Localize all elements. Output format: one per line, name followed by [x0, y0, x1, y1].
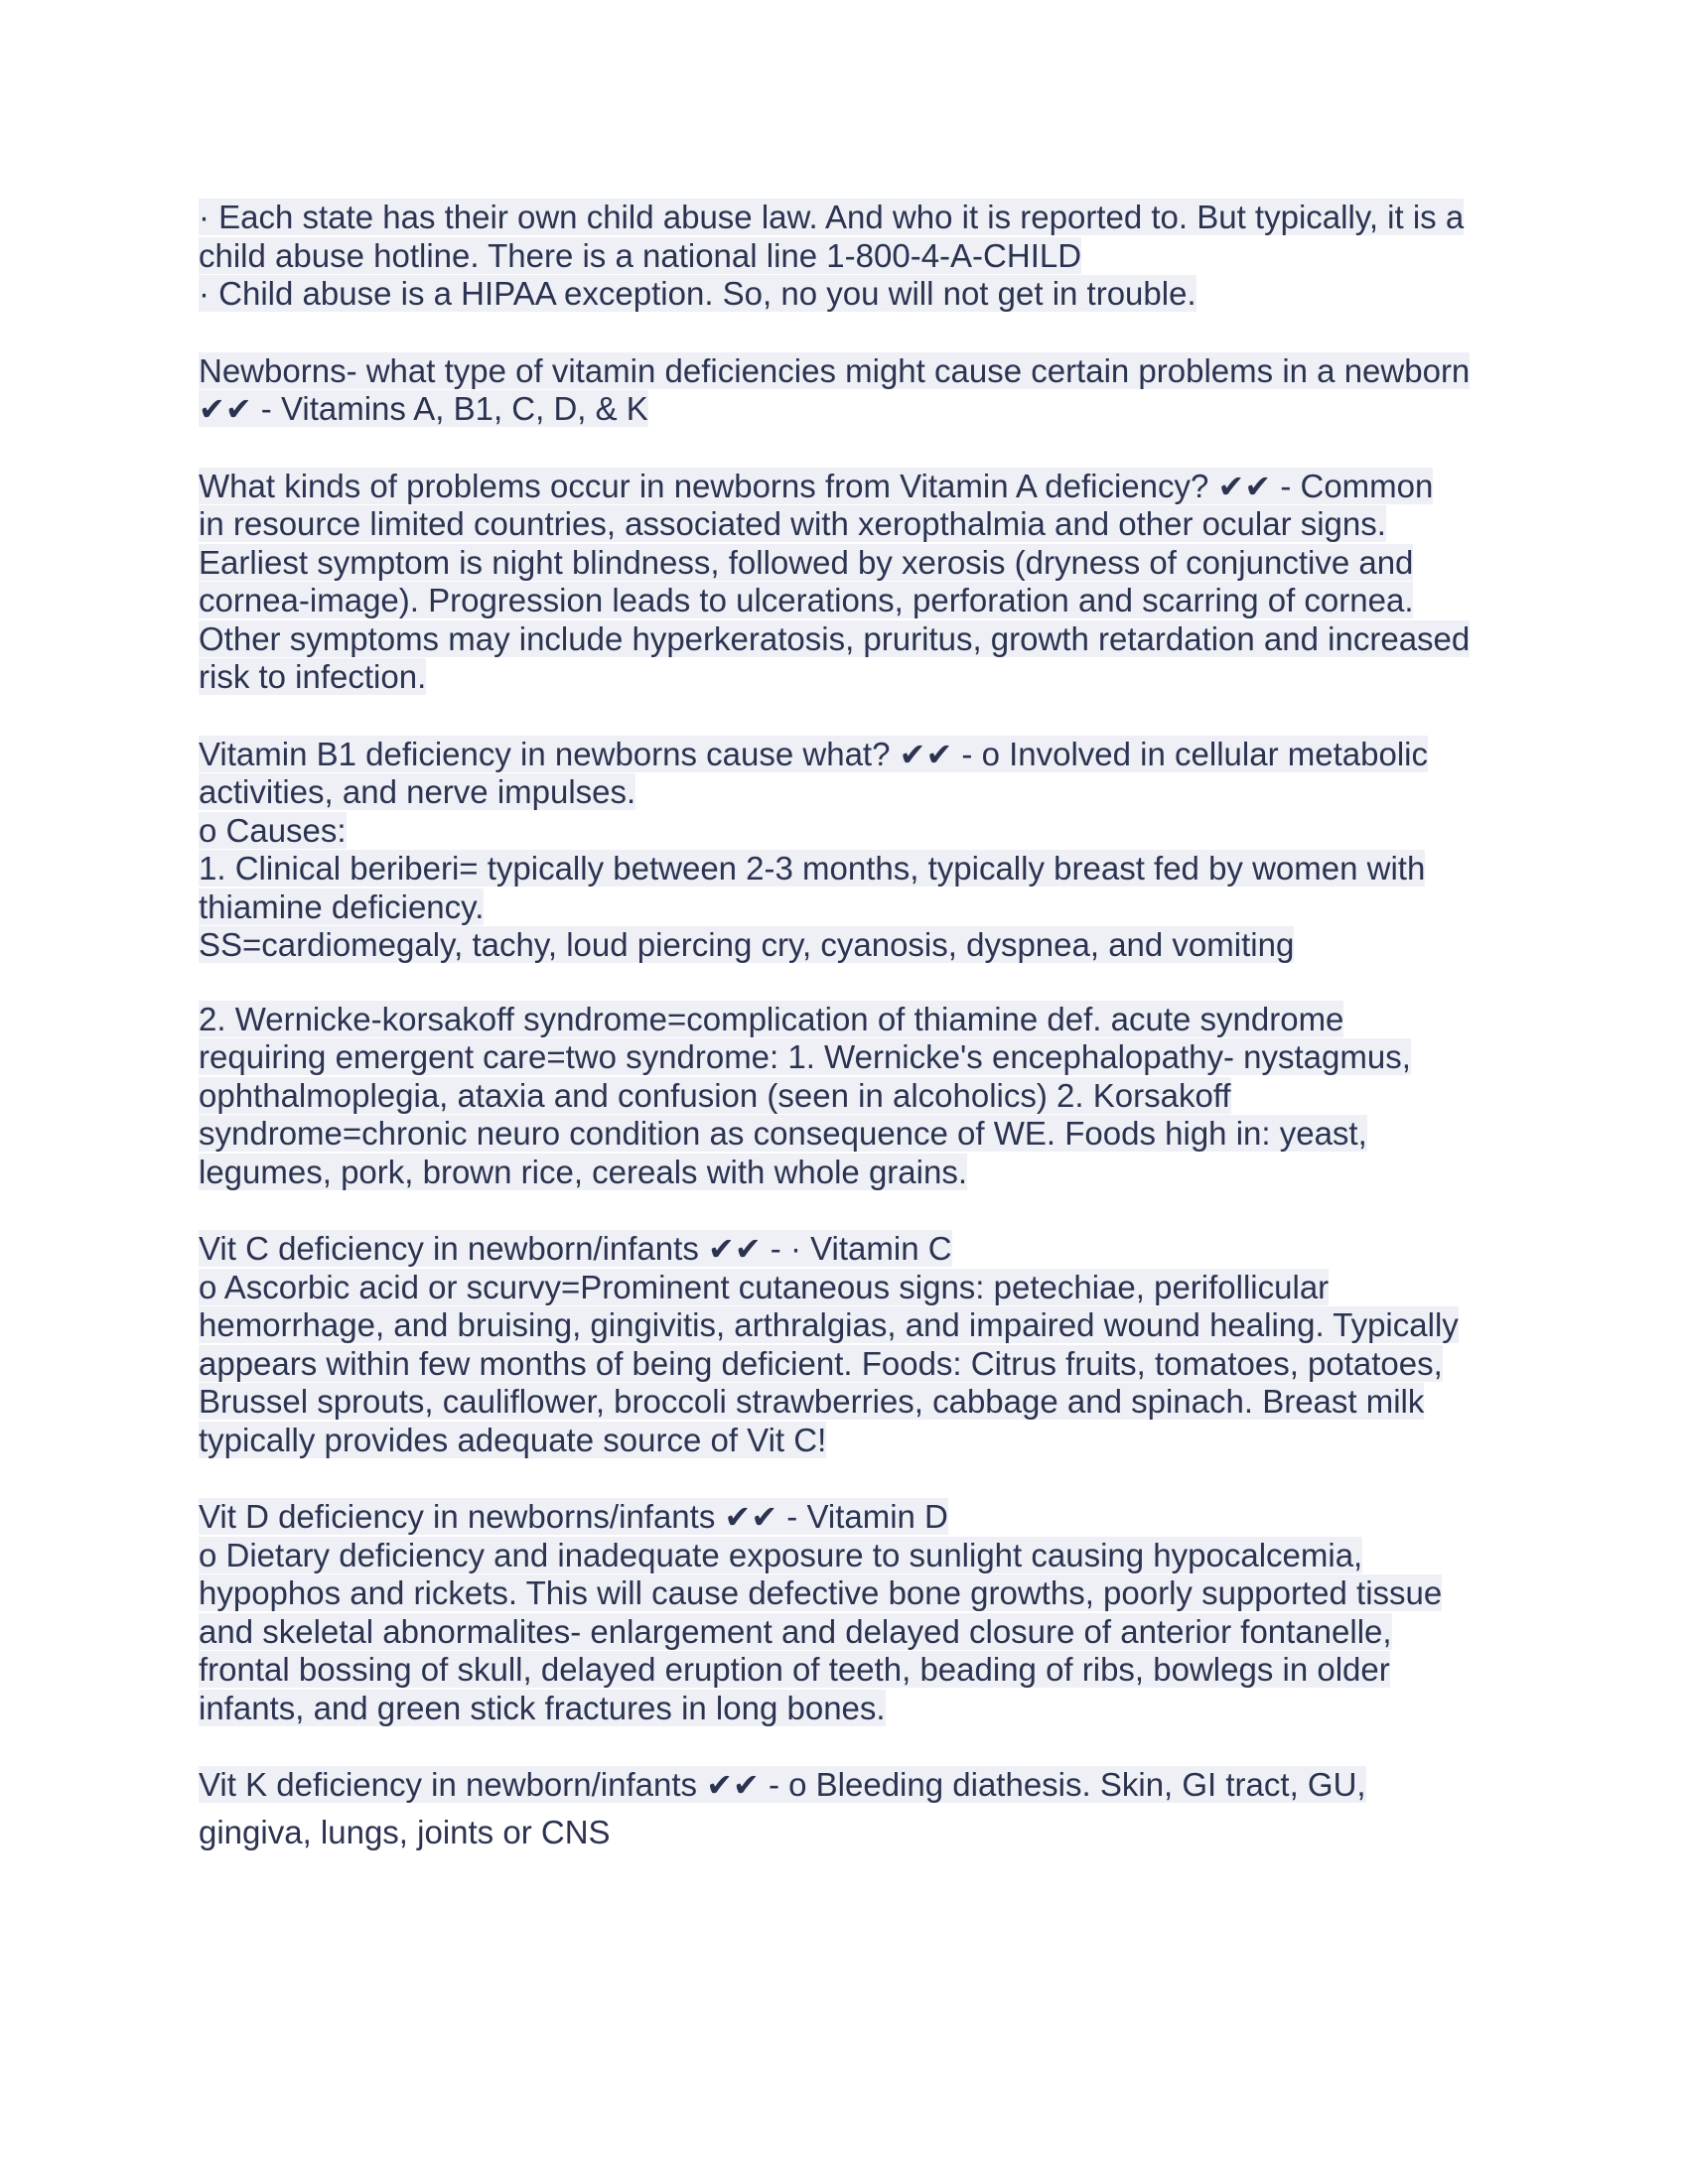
- answer-line: appears within few months of being deficient. Foods: Citrus fruits, tomatoes, potatoes,: [199, 1344, 1443, 1382]
- answer-text: - o Bleeding diathesis. Skin, GI tract, GU,: [759, 1766, 1366, 1803]
- answer-line: infants, and green stick fractures in long bones.: [199, 1689, 886, 1726]
- qa-newborns: [199, 352, 1489, 429]
- qa-vitamin-b1-continued: [199, 1001, 1489, 1192]
- question-text: Vit D deficiency in newborns/infants: [199, 1498, 725, 1535]
- answer-line: ophthalmoplegia, ataxia and confusion (seen in alcoholics) 2. Korsakoff: [199, 1076, 1231, 1114]
- answer-line: thiamine deficiency.: [199, 887, 485, 925]
- question-text: Vitamin B1 deficiency in newborns cause what?: [199, 735, 900, 772]
- answer-line: 2. Wernicke-korsakoff syndrome=complication of thiamine def. acute syndrome: [199, 1000, 1344, 1037]
- answer-line: frontal bossing of skull, delayed eruption of teeth, beading of ribs, bowlegs in older: [199, 1651, 1390, 1688]
- answer-line: gingiva, lungs, joints or CNS: [199, 1813, 611, 1850]
- answer-line: legumes, pork, brown rice, cereals with whole grains.: [199, 1153, 968, 1190]
- answer-text: - Vitamin D: [777, 1498, 948, 1535]
- double-check-icon: ✔✔: [899, 735, 953, 773]
- intro-line: child abuse hotline. There is a national line 1-800-4-A-CHILD: [199, 236, 1082, 274]
- answer-line: risk to infection.: [199, 658, 427, 695]
- answer-line: SS=cardiomegaly, tachy, loud piercing cry, cyanosis, dyspnea, and vomiting: [199, 926, 1295, 963]
- answer-line: hemorrhage, and bruising, gingivitis, arthralgias, and impaired wound healing. Typically: [199, 1306, 1459, 1343]
- answer-line: hypophos and rickets. This will cause defective bone growths, poorly supported tissue: [199, 1574, 1443, 1611]
- qa-vitamin-c: [199, 1230, 1489, 1459]
- qa-vitamin-d: [199, 1498, 1489, 1727]
- answer-line: and skeletal abnormalites- enlargement and delayed closure of anterior fontanelle,: [199, 1612, 1392, 1650]
- answer-line: cornea-image). Progression leads to ulcerations, perforation and scarring of cornea.: [199, 582, 1414, 618]
- double-check-icon: ✔✔: [724, 1498, 778, 1536]
- answer-line: o Causes:: [199, 811, 347, 849]
- double-check-icon: ✔✔: [1217, 467, 1272, 505]
- answer-line: o Ascorbic acid or scurvy=Prominent cutaneous signs: petechiae, perifollicular: [199, 1268, 1330, 1305]
- question-text: Vit K deficiency in newborn/infants: [199, 1766, 707, 1803]
- qa-vitamin-b1: [199, 736, 1489, 965]
- answer-line: Earliest symptom is night blindness, followed by xerosis (dryness of conjunctive and: [199, 543, 1414, 581]
- answer-line: Brussel sprouts, cauliflower, broccoli strawberries, cabbage and spinach. Breast milk: [199, 1383, 1425, 1420]
- qa-vitamin-a: [199, 468, 1489, 697]
- question-text: Newborns- what type of vitamin deficiencies might cause certain problems in a newborn: [199, 351, 1471, 389]
- answer-line: Other symptoms may include hyperkeratosis, pruritus, growth retardation and increased: [199, 619, 1471, 657]
- document-page: [199, 199, 1489, 1851]
- answer-line: requiring emergent care=two syndrome: 1. Wernicke's encephalopathy- nystagmus,: [199, 1038, 1411, 1075]
- answer-text: - Vitamins A, B1, C, D, & K: [251, 390, 648, 427]
- intro-line: · Each state has their own child abuse law. And who it is reported to. But typically, it is a: [199, 199, 1465, 235]
- answer-line: activities, and nerve impulses.: [199, 773, 636, 810]
- answer-line: typically provides adequate source of Vit C!: [199, 1421, 827, 1458]
- question-text: Vit C deficiency in newborn/infants: [199, 1230, 708, 1267]
- qa-vitamin-k: [199, 1766, 1489, 1851]
- answer-line: syndrome=chronic neuro condition as consequence of WE. Foods high in: yeast,: [199, 1115, 1367, 1152]
- answer-line: in resource limited countries, associated with xeropthalmia and other ocular signs.: [199, 505, 1386, 542]
- double-check-icon: ✔✔: [708, 1230, 762, 1268]
- answer-text: - Common: [1271, 467, 1434, 504]
- answer-line: o Dietary deficiency and inadequate exposure to sunlight causing hypocalcemia,: [199, 1536, 1363, 1573]
- answer-text: - · Vitamin C: [761, 1230, 952, 1267]
- double-check-icon: ✔✔: [199, 390, 252, 428]
- answer-text: - o Involved in cellular metabolic: [952, 735, 1428, 772]
- answer-line: 1. Clinical beriberi= typically between 2-3 months, typically breast fed by women with: [199, 850, 1426, 887]
- double-check-icon: ✔✔: [706, 1766, 760, 1804]
- intro-block: [199, 199, 1489, 314]
- intro-line: · Child abuse is a HIPAA exception. So, no you will not get in trouble.: [199, 275, 1196, 312]
- question-text: What kinds of problems occur in newborns from Vitamin A deficiency?: [199, 467, 1218, 504]
